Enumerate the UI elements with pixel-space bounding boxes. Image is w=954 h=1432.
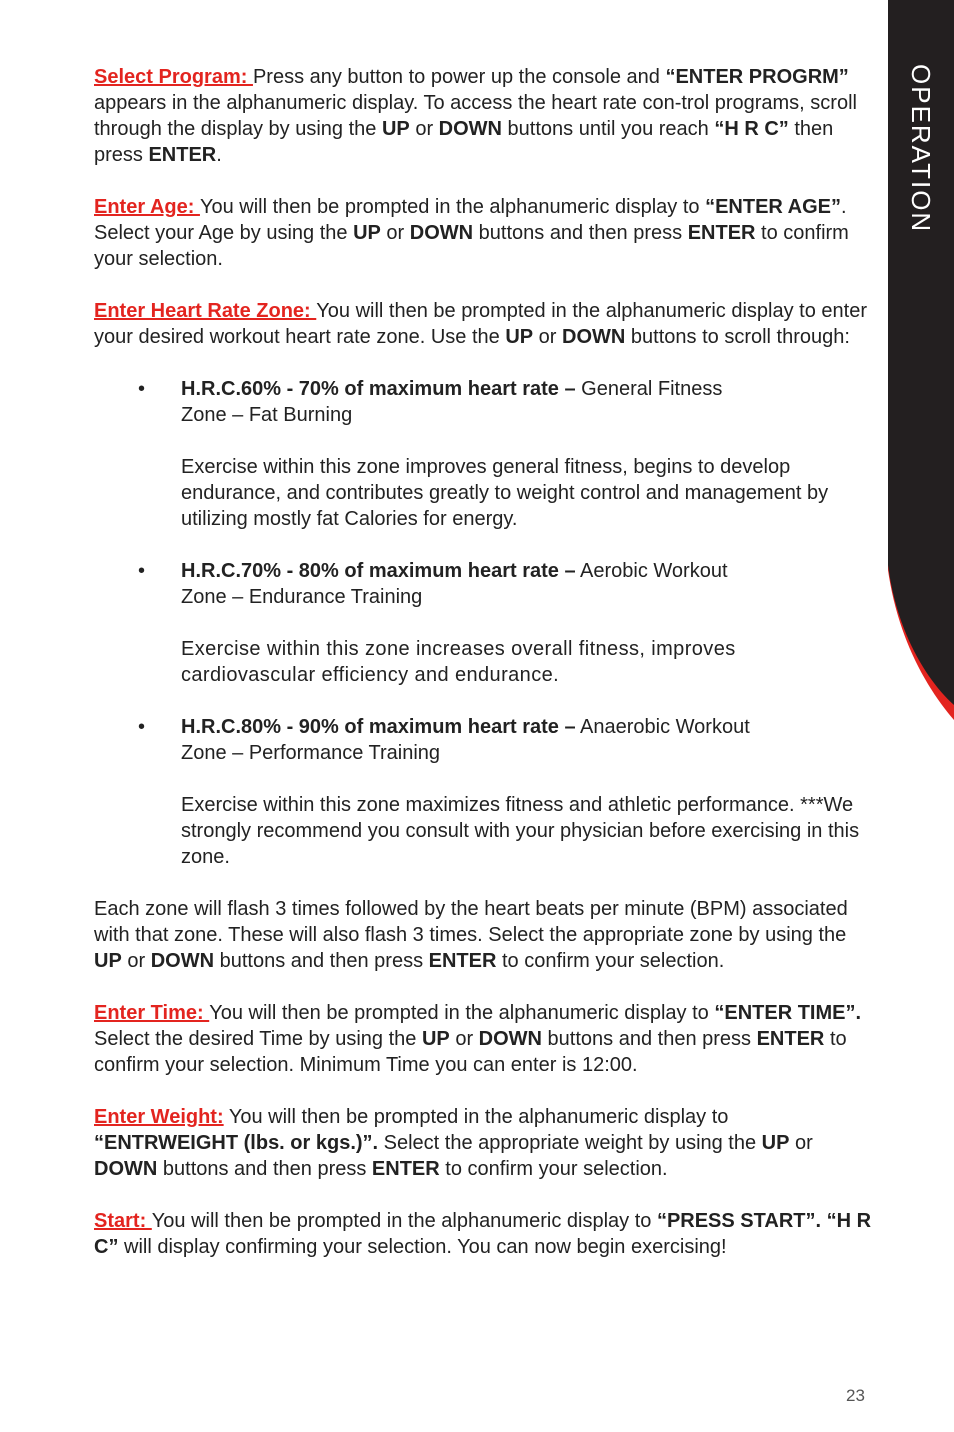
zone-description: Exercise within this zone increases overall fitness, improves cardiovascular efficiency and endurance. <box>181 638 736 686</box>
bullet-icon: • <box>138 378 146 400</box>
text: to confirm your selection. <box>439 1158 668 1180</box>
text: You will then be prompted in the alphanumeric display to <box>199 196 706 218</box>
select-program-heading: Select Program: <box>94 66 253 88</box>
zone-name: Anaerobic Workout <box>575 716 750 738</box>
bold-text: “ENTER PROGRM” <box>665 66 849 88</box>
text: then press <box>94 118 834 166</box>
enter-weight-heading: Enter Weight: <box>94 1106 224 1128</box>
bullet-icon: • <box>138 560 146 582</box>
bold-text: UP <box>505 326 534 348</box>
bold-text: DOWN <box>478 1028 542 1050</box>
bullet-icon: • <box>138 716 146 738</box>
bold-text: “PRESS START”. “H R C” <box>94 1210 872 1258</box>
text: to confirm your selection. <box>94 222 849 270</box>
text: You will then be prompted in the alphanumeric display to <box>223 1106 729 1128</box>
section-title: OPERATION <box>906 64 936 234</box>
zone-item <box>94 376 872 428</box>
bold-text: ENTER <box>756 1028 825 1050</box>
bold-text: “ENTRWEIGHT (lbs. or kgs.)”. <box>94 1132 379 1154</box>
bold-text: DOWN <box>438 118 502 140</box>
bold-text: DOWN <box>409 222 474 244</box>
start-heading: Start: <box>94 1210 152 1232</box>
bold-text: “ENTER AGE” <box>705 196 842 218</box>
text: You will then be prompted in the alphanumeric display to <box>151 1210 657 1232</box>
zone-name: Aerobic Workout <box>575 560 728 582</box>
enter-weight-paragraph <box>94 1104 872 1182</box>
text: or <box>121 950 151 972</box>
zone-title <box>94 714 872 766</box>
zone-range: H.R.C.70% - 80% of maximum heart rate – <box>181 560 576 582</box>
text: or <box>380 222 410 244</box>
bold-text: “ENTER TIME”. <box>714 1002 862 1024</box>
zone-range: H.R.C.60% - 70% of maximum heart rate – <box>181 378 576 400</box>
text: will display confirming your selection. You can now begin exercising! <box>118 1236 727 1258</box>
text: . Select your Age by using the <box>94 196 847 244</box>
text: to confirm your selection. <box>496 950 725 972</box>
text: Select the appropriate weight by using the <box>378 1132 762 1154</box>
text: buttons and then press <box>157 1158 372 1180</box>
bold-text: “H R C” <box>714 118 789 140</box>
bold-text: DOWN <box>150 950 215 972</box>
text: buttons until you reach <box>502 118 715 140</box>
section-tab <box>888 0 954 720</box>
text: or <box>449 1028 479 1050</box>
text: Each zone will flash 3 times followed by the heart beats per minute (BPM) associated with that zone. These will also flash 3 times. Select the appropriate zone by using the <box>94 898 848 946</box>
text: You will then be prompted in the alphanumeric display to <box>209 1002 715 1024</box>
bold-text: UP <box>94 950 122 972</box>
text: or <box>409 118 439 140</box>
text: buttons and then press <box>542 1028 757 1050</box>
zone-description: Exercise within this zone maximizes fitness and athletic performance. ***We strongly recommend you consult with your physician before exercising in this zone. <box>181 794 860 868</box>
zone-description: Exercise within this zone improves general fitness, begins to develop endurance, and contributes greatly to weight control and management by utilizing mostly fat Calories for energy. <box>181 456 829 530</box>
text: buttons and then press <box>214 950 429 972</box>
zone-title <box>94 558 872 610</box>
bold-text: UP <box>761 1132 790 1154</box>
zone-subtitle: Zone – Fat Burning <box>181 404 353 426</box>
bold-text: ENTER <box>148 144 217 166</box>
enter-age-paragraph <box>94 194 872 272</box>
start-paragraph <box>94 1208 872 1260</box>
text: to confirm your selection. Minimum Time you can enter is 12:00. <box>94 1028 847 1076</box>
text: . <box>216 144 222 166</box>
bold-text: DOWN <box>562 326 626 348</box>
bold-text: DOWN <box>94 1158 158 1180</box>
bold-text: ENTER <box>428 950 497 972</box>
zone-flash-paragraph <box>94 896 872 974</box>
text: appears in the alphanumeric display. To access the heart rate con-trol programs, scroll through the display by using the <box>94 92 857 140</box>
enter-time-heading: Enter Time: <box>94 1002 210 1024</box>
zone-title <box>94 376 872 428</box>
text: You will then be prompted in the alphanumeric display to enter your desired workout heart rate zone. Use the <box>94 300 867 348</box>
enter-age-heading: Enter Age: <box>94 196 200 218</box>
select-program-paragraph <box>94 64 872 168</box>
bold-text: UP <box>381 118 410 140</box>
bold-text: ENTER <box>371 1158 440 1180</box>
text: or <box>789 1132 813 1154</box>
enter-zone-heading: Enter Heart Rate Zone: <box>94 300 317 322</box>
zone-item <box>94 714 872 766</box>
bold-text: UP <box>353 222 381 244</box>
bold-text: UP <box>421 1028 450 1050</box>
text: or <box>533 326 563 348</box>
zone-subtitle: Zone – Endurance Training <box>181 586 423 608</box>
text: buttons to scroll through: <box>625 326 850 348</box>
bold-text: ENTER <box>687 222 756 244</box>
zone-name: General Fitness <box>575 378 723 400</box>
section-tab-shape <box>888 0 954 720</box>
page-number: 23 <box>846 1386 865 1405</box>
text: Press any button to power up the console and <box>252 66 666 88</box>
zone-range: H.R.C.80% - 90% of maximum heart rate – <box>181 716 576 738</box>
text: Select the desired Time by using the <box>94 1028 422 1050</box>
zone-item <box>94 558 872 610</box>
page-body <box>94 64 872 1286</box>
enter-time-paragraph <box>94 1000 872 1078</box>
zone-subtitle: Zone – Performance Training <box>181 742 441 764</box>
text: buttons and then press <box>473 222 688 244</box>
enter-zone-paragraph <box>94 298 872 350</box>
